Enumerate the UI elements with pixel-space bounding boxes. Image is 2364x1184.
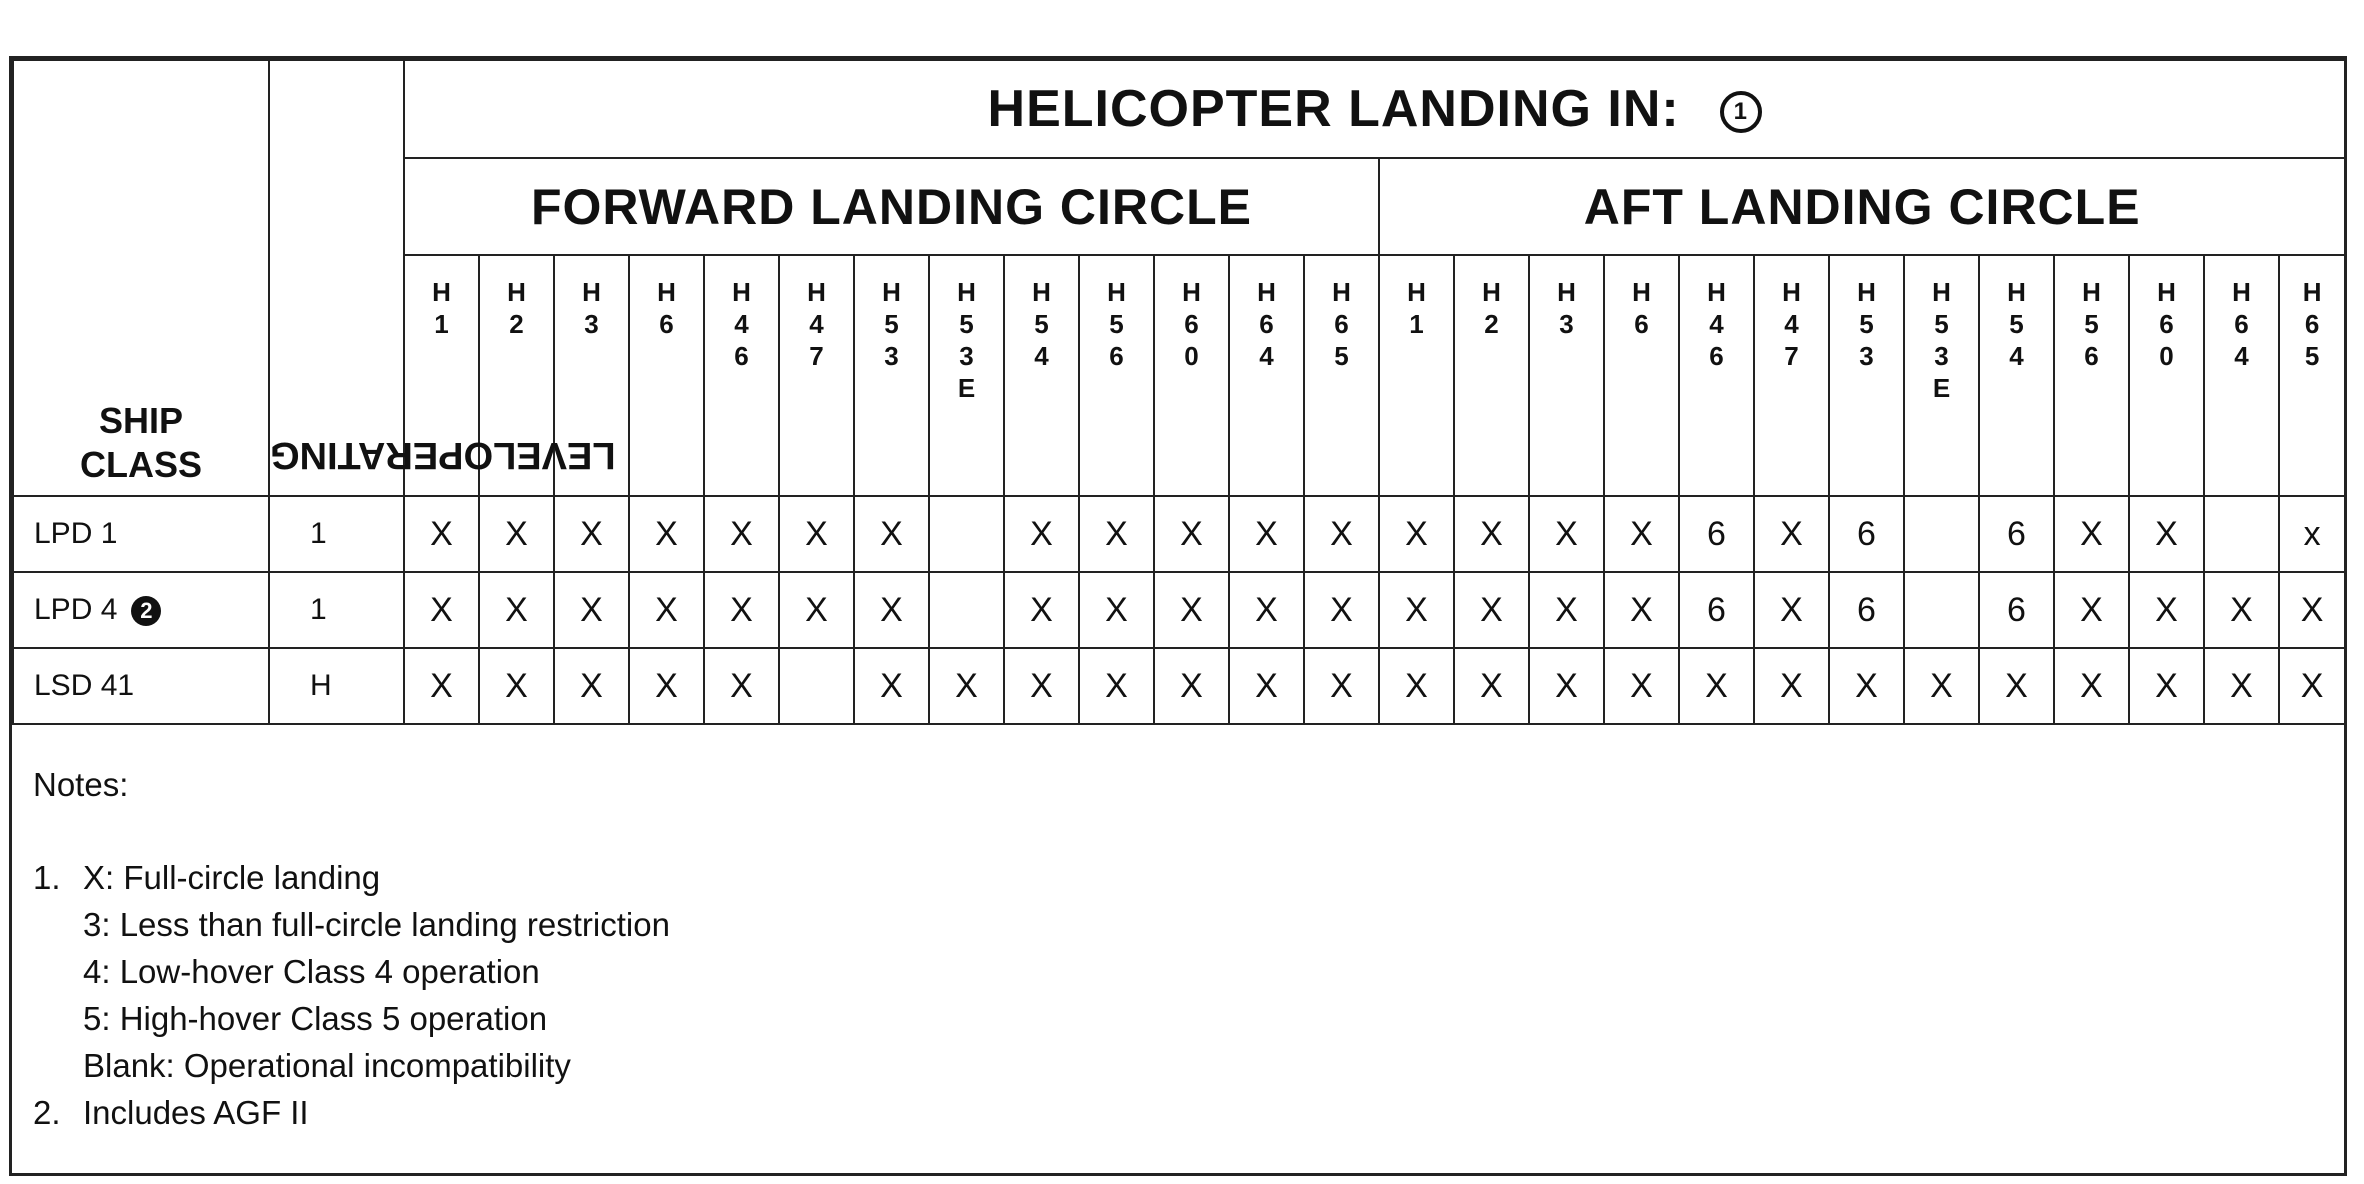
aft-landing-cell: 6 [1979,496,2054,572]
helicopter-label-char: H [807,277,826,307]
helicopter-label-char: 4 [734,309,749,339]
helicopter-label-char: H [507,277,526,307]
helicopter-label-char: 6 [1334,309,1349,339]
helicopter-label-char: 5 [1334,341,1349,371]
helicopter-label-char: E [1932,373,1951,403]
helicopter-label-char: H [2007,277,2026,307]
note-1-line-1: X: Full-circle landing [83,859,381,896]
forward-landing-cell: X [404,572,479,648]
helicopter-label-char: 2 [1484,309,1499,339]
aft-landing-cell: X [1604,572,1679,648]
helicopter-label-char: H [432,277,451,307]
helicopter-label-char: H [1107,277,1126,307]
forward-landing-cell: X [1154,496,1229,572]
note-1-line-2: 3: Less than full-circle landing restriction [83,906,670,943]
aft-landing-cell: X [1754,648,1829,724]
forward-landing-cell: X [629,572,704,648]
aft-landing-circle-header: AFT LANDING CIRCLE [1379,158,2345,255]
forward-landing-cell: X [1079,496,1154,572]
helicopter-label-char: 5 [2304,341,2320,371]
ship-class-name: LPD 1 [34,517,118,550]
forward-landing-cell: X [779,572,854,648]
helicopter-label-char: 6 [659,309,674,339]
helicopter-label-char: E [957,373,976,403]
helicopter-label-char: 5 [2084,309,2099,339]
ship-class-header [13,60,269,496]
aft-landing-cell: X [2279,572,2345,648]
operating-level-line1: OPERATING [270,434,494,476]
helicopter-col-aft-12 [2279,255,2345,496]
forward-landing-cell [929,496,1004,572]
aft-landing-cell: X [1529,496,1604,572]
table-row [13,572,2345,648]
helicopter-label-char: 5 [884,309,899,339]
helicopter-label-char: 4 [809,309,824,339]
helicopter-label-char: 6 [734,341,749,371]
helicopter-label-char: 4 [2009,341,2024,371]
forward-landing-cell: X [1004,572,1079,648]
aft-landing-cell: X [1379,496,1454,572]
forward-landing-cell: X [629,496,704,572]
helicopter-label-char: 0 [2159,341,2174,371]
helicopter-label-char: 6 [1184,309,1199,339]
note-1-line-5: Blank: Operational incompatibility [83,1047,571,1084]
aft-landing-cell [1904,496,1979,572]
ship-class-cell [13,648,269,724]
note-1-marker: 1 [1720,91,1762,133]
note-2 [33,1089,2345,1136]
operating-level-line2: LEVEL [493,434,616,476]
ship-class-name: LPD 4 [34,593,118,626]
aft-landing-cell [1904,572,1979,648]
helicopter-col-aft-5 [1754,255,1829,496]
helicopter-col-forward-12 [1304,255,1379,496]
aft-landing-cell: X [2054,648,2129,724]
forward-landing-cell: X [854,572,929,648]
helicopter-label-char: 6 [1259,309,1274,339]
aft-landing-cell: X [2279,648,2345,724]
helicopter-col-aft-1 [1454,255,1529,496]
forward-landing-cell: X [554,648,629,724]
helicopter-label-char: H [582,277,601,307]
forward-landing-cell [779,648,854,724]
aft-landing-cell: X [1379,648,1454,724]
ship-class-cell [13,496,269,572]
forward-landing-cell [929,572,1004,648]
helicopter-col-forward-7 [929,255,1004,496]
helicopter-col-aft-8 [1979,255,2054,496]
aft-landing-cell: X [1529,572,1604,648]
helicopter-label-char: H [2157,277,2176,307]
helicopter-label-char: 5 [1034,309,1049,339]
ship-class-header-line1: SHIP [98,400,184,441]
helicopter-label-char: H [1857,277,1876,307]
note-1-line-3: 4: Low-hover Class 4 operation [83,953,540,990]
aft-landing-cell: X [1904,648,1979,724]
helicopter-label-char: 7 [1784,341,1799,371]
helicopter-label-char: H [1557,277,1576,307]
forward-landing-cell: X [1229,572,1304,648]
forward-landing-cell: X [629,648,704,724]
helicopter-landing-table-document [9,56,2347,1176]
ship-class-name: LSD 41 [34,669,135,702]
helicopter-col-forward-3 [629,255,704,496]
forward-landing-cell: X [1154,572,1229,648]
forward-landing-cell: X [554,496,629,572]
aft-landing-cell: X [1754,496,1829,572]
helicopter-label-char: H [1707,277,1726,307]
helicopter-col-forward-11 [1229,255,1304,496]
aft-landing-cell: X [2054,572,2129,648]
forward-landing-cell: X [404,496,479,572]
notes-section [13,724,2345,1136]
aft-landing-cell: X [1754,572,1829,648]
ship-class-header-line2: CLASS [79,444,202,485]
helicopter-label-char: 5 [1934,309,1949,339]
helicopter-label-char: H [1257,277,1276,307]
helicopter-label-char: 3 [884,341,899,371]
note-1 [33,854,2345,901]
helicopter-label-char: 1 [434,309,449,339]
aft-landing-cell: 6 [1679,572,1754,648]
forward-landing-cell: X [1304,648,1379,724]
note-2-number: 2. [33,1094,61,1131]
table-row [13,496,2345,572]
helicopter-label-char: H [2302,277,2322,307]
aft-landing-cell: X [2204,648,2279,724]
helicopter-label-char: H [2232,277,2251,307]
operating-level-header [269,60,616,496]
aft-landing-cell: X [2129,496,2204,572]
forward-landing-circle-header: FORWARD LANDING CIRCLE [404,158,1379,255]
note-1-number: 1. [33,859,61,896]
aft-landing-cell: 6 [1679,496,1754,572]
helicopter-label-char: 6 [1109,341,1124,371]
notes-title: Notes: [33,766,129,803]
helicopter-label-char: 4 [1784,309,1799,339]
helicopter-col-forward-6 [854,255,929,496]
aft-landing-cell: X [2129,572,2204,648]
operating-level-cell: H [269,648,404,724]
helicopter-label-char: 5 [1859,309,1874,339]
forward-landing-cell: X [1229,648,1304,724]
helicopter-col-aft-9 [2054,255,2129,496]
helicopter-label-char: 3 [1934,341,1949,371]
aft-landing-cell: X [1379,572,1454,648]
aft-landing-cell: 6 [1829,572,1904,648]
forward-landing-cell: X [479,648,554,724]
aft-landing-cell: 6 [1979,572,2054,648]
forward-landing-cell: X [704,648,779,724]
helicopter-col-forward-5 [779,255,854,496]
helicopter-col-forward-9 [1079,255,1154,496]
helicopter-label-char: 6 [2234,309,2249,339]
helicopter-col-forward-10 [1154,255,1229,496]
aft-landing-cell: X [1454,572,1529,648]
forward-landing-cell: X [479,572,554,648]
helicopter-col-aft-6 [1829,255,1904,496]
aft-landing-cell: 6 [1829,496,1904,572]
aft-landing-cell: X [2054,496,2129,572]
title-text: HELICOPTER LANDING IN: [987,80,1680,138]
aft-landing-cell: X [1979,648,2054,724]
aft-landing-cell: X [1604,648,1679,724]
helicopter-label-char: 3 [1859,341,1874,371]
aft-landing-cell: X [2204,572,2279,648]
helicopter-col-aft-4 [1679,255,1754,496]
operating-level-header-text [270,434,616,476]
helicopter-label-char: H [1182,277,1201,307]
helicopter-label-char: 4 [2234,341,2249,371]
forward-landing-cell: X [1079,572,1154,648]
aft-landing-cell: X [1829,648,1904,724]
forward-landing-cell: X [1004,648,1079,724]
operating-level-cell: 1 [269,572,404,648]
forward-landing-cell: X [479,496,554,572]
aft-landing-cell: X [2129,648,2204,724]
forward-landing-cell: X [854,648,929,724]
aft-landing-cell: X [1454,648,1529,724]
aft-landing-cell: x [2279,496,2345,572]
helicopter-label-char: H [657,277,676,307]
helicopter-col-aft-7 [1904,255,1979,496]
forward-landing-cell: X [1154,648,1229,724]
helicopter-label-char: 4 [1709,309,1724,339]
forward-landing-cell: X [554,572,629,648]
helicopter-label-char: 4 [1259,341,1274,371]
helicopter-label-char: H [882,277,901,307]
forward-landing-cell: X [1304,496,1379,572]
helicopter-label-char: H [957,277,976,307]
forward-landing-cell: X [1304,572,1379,648]
table-row [13,648,2345,724]
helicopter-landing-title [404,60,2345,158]
forward-landing-cell: X [779,496,854,572]
forward-landing-cell: X [1004,496,1079,572]
helicopter-col-forward-4 [704,255,779,496]
aft-landing-cell: X [1529,648,1604,724]
helicopter-col-aft-3 [1604,255,1679,496]
helicopter-col-aft-2 [1529,255,1604,496]
helicopter-label-char: H [732,277,751,307]
aft-landing-cell: X [1454,496,1529,572]
helicopter-label-char: H [1632,277,1651,307]
aft-landing-cell: X [1604,496,1679,572]
helicopter-label-char: 2 [509,309,524,339]
helicopter-label-char: H [1782,277,1801,307]
helicopter-label-char: 3 [959,341,974,371]
forward-landing-cell: X [854,496,929,572]
helicopter-label-char: H [1407,277,1426,307]
aft-landing-cell: X [1679,648,1754,724]
forward-landing-cell: X [704,496,779,572]
helicopter-label-char: 5 [959,309,974,339]
helicopter-label-char: 7 [809,341,824,371]
helicopter-label-char: 0 [1184,341,1199,371]
helicopter-label-char: 3 [1559,309,1574,339]
helicopter-col-aft-0 [1379,255,1454,496]
helicopter-label-char: 6 [1634,309,1649,339]
note-1-line-4: 5: High-hover Class 5 operation [83,1000,548,1037]
helicopter-label-char: 6 [2159,309,2174,339]
helicopter-label-char: 6 [2084,341,2099,371]
forward-landing-cell: X [1229,496,1304,572]
forward-landing-cell: X [1079,648,1154,724]
helicopter-label-char: 6 [1709,341,1724,371]
helicopter-col-aft-10 [2129,255,2204,496]
forward-landing-cell: X [704,572,779,648]
note-2-line-1: Includes AGF II [83,1094,309,1131]
helicopter-col-forward-8 [1004,255,1079,496]
forward-landing-cell: X [404,648,479,724]
helicopter-label-char: 3 [584,309,599,339]
helicopter-label-char: 5 [1109,309,1124,339]
helicopter-label-char: 1 [1409,309,1424,339]
helicopter-col-aft-11 [2204,255,2279,496]
aft-landing-cell [2204,496,2279,572]
landing-compatibility-table [12,59,2346,1136]
helicopter-label-char: H [1482,277,1501,307]
ship-class-cell [13,572,269,648]
helicopter-label-char: 6 [2304,309,2320,339]
helicopter-label-char: 5 [2009,309,2024,339]
helicopter-label-char: H [1032,277,1051,307]
helicopter-label-char: 4 [1034,341,1049,371]
operating-level-cell: 1 [269,496,404,572]
forward-landing-cell: X [929,648,1004,724]
note-2-marker: 2 [131,596,161,626]
helicopter-label-char: H [1332,277,1351,307]
helicopter-label-char: H [2082,277,2101,307]
helicopter-label-char: H [1932,277,1951,307]
